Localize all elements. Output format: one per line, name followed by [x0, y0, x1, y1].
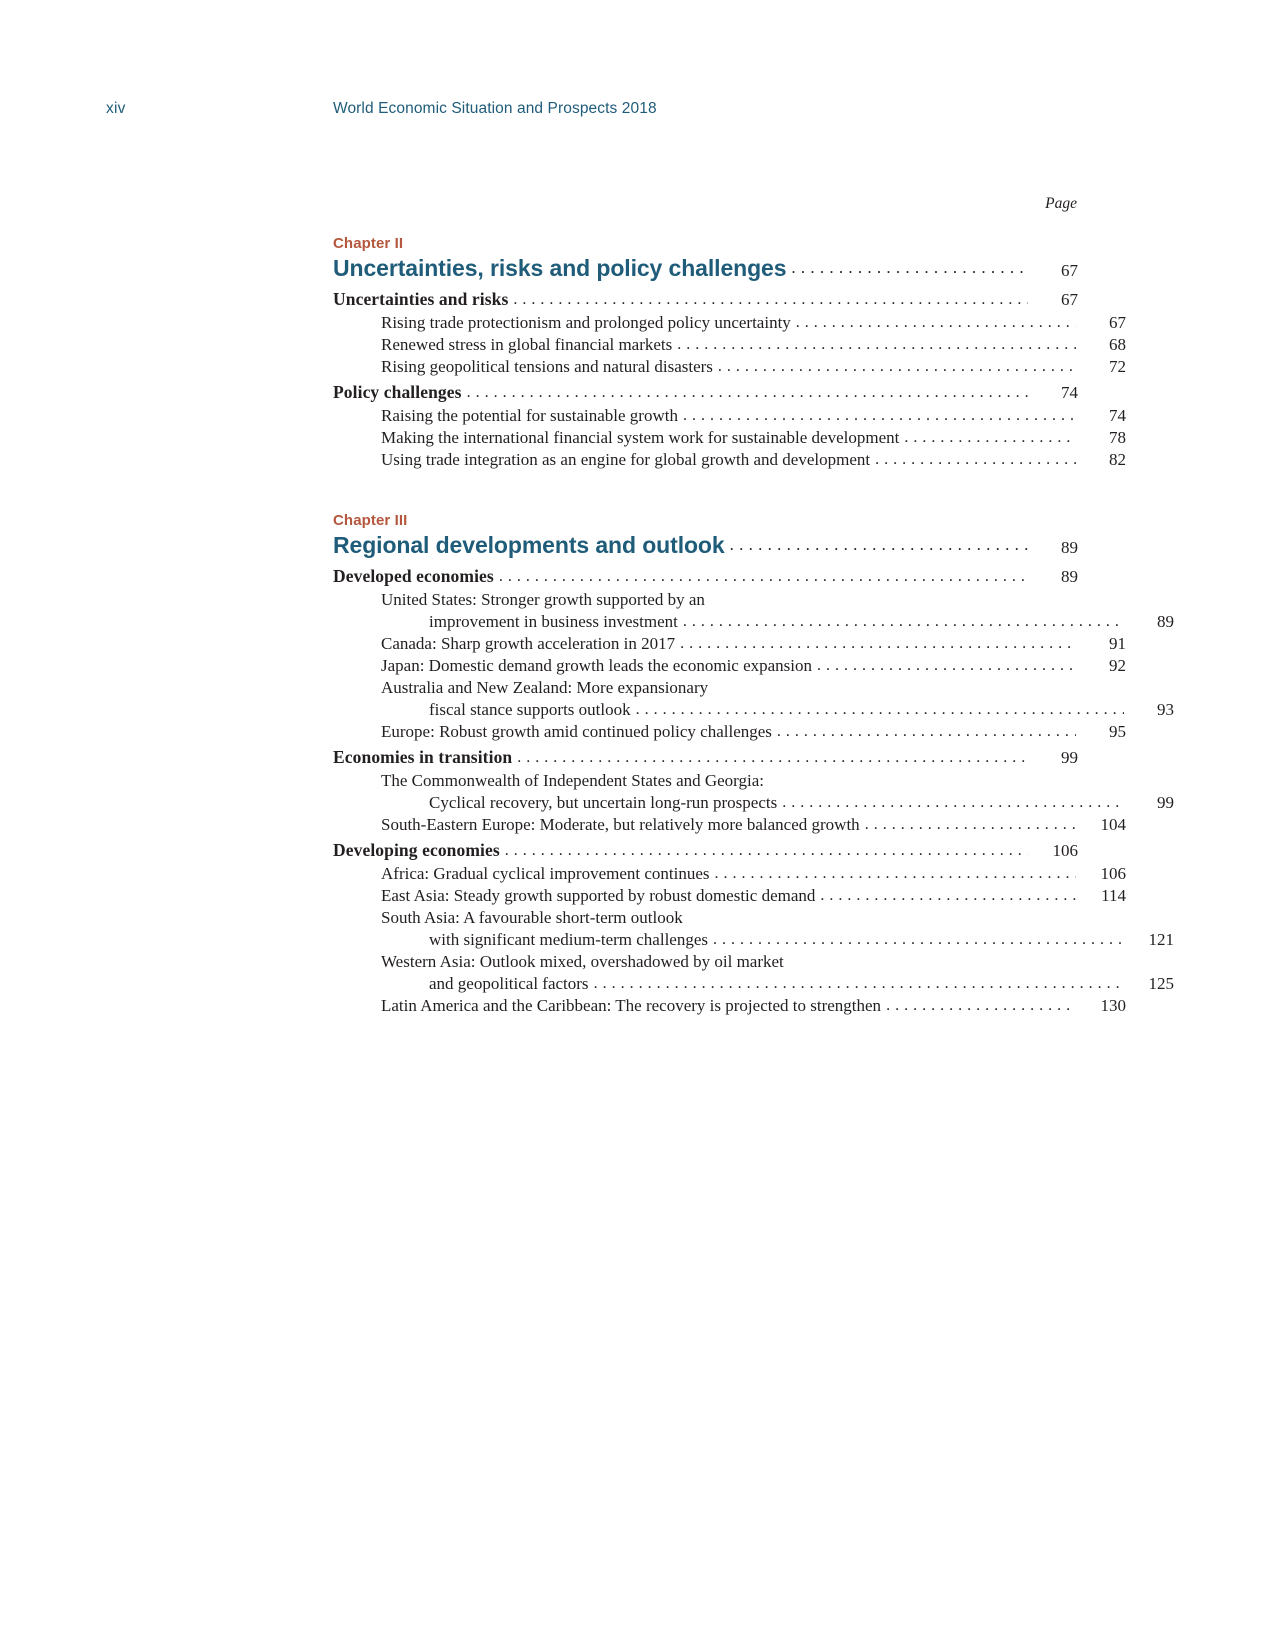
toc-entry-subsection[interactable]: [333, 428, 1126, 448]
toc-entry-page: 89: [1061, 538, 1078, 557]
chapter-block-3: [333, 512, 1174, 1016]
page-column-label: Page: [1045, 195, 1077, 212]
toc-entry-page: 99: [1157, 793, 1174, 812]
toc-entry-subsection[interactable]: [333, 864, 1126, 884]
toc-entry-page: 104: [1100, 815, 1126, 834]
page-folio: xiv: [106, 100, 126, 117]
dot-leader: [683, 407, 1076, 425]
toc-entry-page: 67: [1109, 313, 1126, 332]
toc-entry-subsection[interactable]: [333, 450, 1126, 470]
toc-entry-text: Developed economies: [333, 566, 494, 586]
toc-entry-subsection[interactable]: [333, 357, 1126, 377]
toc-entry-text: and geopolitical factors: [429, 974, 589, 993]
toc-entry-page: 91: [1109, 634, 1126, 653]
toc-entry-text: Using trade integration as an engine for global growth and development: [381, 450, 871, 469]
toc-entry-subsection[interactable]: [333, 335, 1126, 355]
toc-entry-page: 68: [1109, 335, 1126, 354]
toc-entry-text: Japan: Domestic demand growth leads the economic expansion: [381, 656, 813, 675]
dot-leader: [782, 794, 1124, 812]
toc-entry-subsection[interactable]: [333, 886, 1126, 906]
toc-entry-subsection[interactable]: [333, 815, 1126, 835]
toc-entry-text: Uncertainties, risks and policy challenges: [333, 255, 787, 281]
toc-entry-text: improvement in business investment: [429, 612, 678, 631]
toc-entry-page: 92: [1109, 656, 1126, 675]
chapter-label: Chapter II: [333, 235, 404, 252]
toc-entry-chapter-title[interactable]: [333, 255, 1078, 282]
toc-entry-section[interactable]: [333, 289, 1078, 310]
toc-entry-text: East Asia: Steady growth supported by robust domestic demand: [381, 886, 816, 905]
toc-entry-page: 93: [1157, 700, 1174, 719]
toc-entry-subsection[interactable]: [333, 771, 1126, 791]
toc-entry-text: Making the international financial system work for sustainable development: [381, 428, 900, 447]
toc-entry-page: 78: [1109, 428, 1126, 447]
dot-leader: [777, 723, 1076, 741]
dot-leader: [680, 635, 1076, 653]
toc-entry-text: Regional developments and outlook: [333, 532, 725, 558]
toc-entry-page: 130: [1100, 996, 1126, 1015]
running-head: [0, 100, 1275, 124]
toc-entry-text: Europe: Robust growth amid continued policy challenges: [381, 722, 772, 741]
toc-entry-section[interactable]: [333, 382, 1078, 403]
dot-leader: [817, 657, 1076, 675]
table-of-contents: [333, 195, 1174, 1016]
toc-entry-text: Western Asia: Outlook mixed, overshadowed by oil market: [381, 952, 784, 971]
toc-entry-text: South-Eastern Europe: Moderate, but relatively more balanced growth: [381, 815, 860, 834]
dot-leader: [499, 568, 1028, 586]
toc-entry-text: Rising geopolitical tensions and natural disasters: [381, 357, 713, 376]
toc-entry-page: 67: [1061, 290, 1078, 309]
toc-entry-section[interactable]: [333, 840, 1078, 861]
dot-leader: [517, 749, 1028, 767]
toc-entry-subsection-continuation[interactable]: [333, 612, 1174, 632]
toc-entry-text: Africa: Gradual cyclical improvement continues: [381, 864, 710, 883]
dot-leader: [904, 429, 1076, 447]
toc-entry-subsection[interactable]: [333, 590, 1126, 610]
toc-entry-text: Raising the potential for sustainable growth: [381, 406, 678, 425]
toc-entry-subsection-continuation[interactable]: [333, 700, 1174, 720]
toc-entry-subsection[interactable]: [333, 908, 1126, 928]
toc-entry-text: Developing economies: [333, 840, 500, 860]
toc-entry-text: Policy challenges: [333, 382, 462, 402]
toc-entry-subsection[interactable]: [333, 656, 1126, 676]
toc-entry-subsection-continuation[interactable]: [333, 930, 1174, 950]
toc-entry-page: 67: [1061, 261, 1078, 280]
toc-entry-subsection[interactable]: [333, 313, 1126, 333]
toc-entry-subsection[interactable]: [333, 722, 1126, 742]
dot-leader: [718, 358, 1076, 376]
toc-entry-page: 121: [1148, 930, 1174, 949]
toc-entry-page: 106: [1100, 864, 1126, 883]
dot-leader: [677, 336, 1076, 354]
dot-leader: [505, 842, 1028, 860]
toc-entry-subsection-continuation[interactable]: [333, 974, 1174, 994]
toc-entry-page: 125: [1148, 974, 1174, 993]
toc-entry-page: 74: [1109, 406, 1126, 425]
dot-leader: [875, 451, 1076, 469]
toc-entry-page: 95: [1109, 722, 1126, 741]
toc-entry-page: 72: [1109, 357, 1126, 376]
toc-entry-page: 74: [1061, 383, 1078, 402]
toc-entry-text: United States: Stronger growth supported by an: [381, 590, 705, 609]
dot-leader: [796, 314, 1076, 332]
toc-entry-text: Economies in transition: [333, 747, 513, 767]
toc-entry-subsection[interactable]: [333, 678, 1126, 698]
toc-entry-text: Renewed stress in global financial markets: [381, 335, 673, 354]
toc-entry-subsection[interactable]: [333, 952, 1126, 972]
toc-entry-page: 99: [1061, 748, 1078, 767]
toc-entry-subsection[interactable]: [333, 996, 1126, 1016]
toc-entry-text: with significant medium-term challenges: [429, 930, 709, 949]
toc-entry-section[interactable]: [333, 747, 1078, 768]
dot-leader: [594, 975, 1124, 993]
toc-entry-text: Cyclical recovery, but uncertain long-run prospects: [429, 793, 778, 812]
toc-entry-text: The Commonwealth of Independent States and Georgia:: [381, 771, 765, 790]
toc-entry-subsection-continuation[interactable]: [333, 793, 1174, 813]
dot-leader: [791, 258, 1028, 278]
dot-leader: [636, 701, 1124, 719]
dot-leader: [713, 931, 1124, 949]
dot-leader: [865, 816, 1076, 834]
section-gap: [333, 470, 1078, 512]
dot-leader: [513, 291, 1028, 309]
toc-entry-text: Canada: Sharp growth acceleration in 2017: [381, 634, 676, 653]
toc-entry-text: Latin America and the Caribbean: The recovery is projected to strengthen: [381, 996, 882, 1015]
dot-leader: [715, 865, 1076, 883]
dot-leader: [820, 887, 1076, 905]
toc-entry-text: South Asia: A favourable short-term outlook: [381, 908, 683, 927]
dot-leader: [467, 384, 1028, 402]
toc-entry-text: Australia and New Zealand: More expansionary: [381, 678, 709, 697]
dot-leader: [730, 535, 1028, 555]
chapter-block-2: [333, 235, 1126, 470]
toc-entry-section[interactable]: [333, 566, 1078, 587]
toc-entry-page: 106: [1052, 841, 1078, 860]
toc-entry-subsection[interactable]: [333, 406, 1126, 426]
toc-entry-page: 82: [1109, 450, 1126, 469]
toc-entry-page: 89: [1157, 612, 1174, 631]
toc-entry-text: fiscal stance supports outlook: [429, 700, 631, 719]
chapter-label: Chapter III: [333, 512, 408, 529]
dot-leader: [886, 997, 1076, 1015]
toc-entry-page: 114: [1101, 886, 1126, 905]
toc-entry-text: Uncertainties and risks: [333, 289, 509, 309]
toc-entry-subsection[interactable]: [333, 634, 1126, 654]
toc-entry-page: 89: [1061, 567, 1078, 586]
running-title: World Economic Situation and Prospects 2018: [333, 100, 657, 117]
toc-entry-chapter-title[interactable]: [333, 532, 1078, 559]
dot-leader: [683, 613, 1124, 631]
toc-entry-text: Rising trade protectionism and prolonged policy uncertainty: [381, 313, 791, 332]
